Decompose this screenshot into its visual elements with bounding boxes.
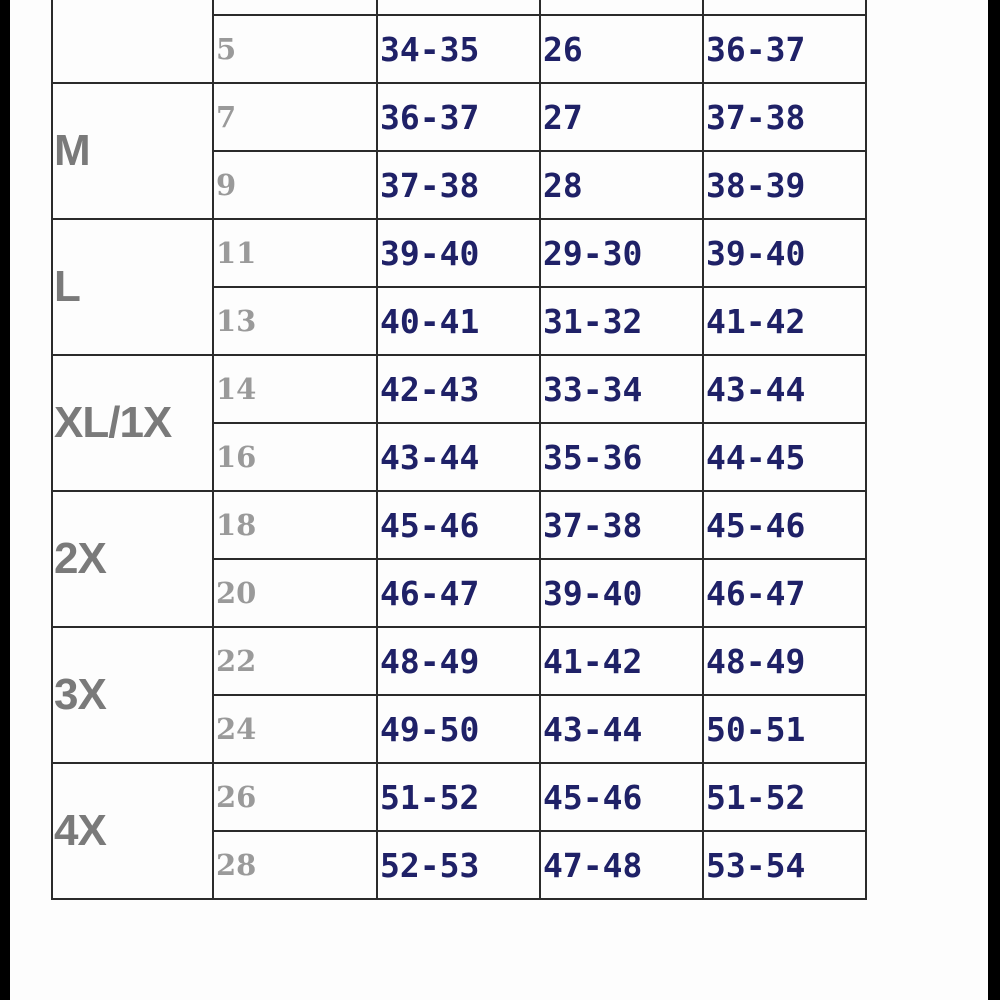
numeric-size-cell: 16 xyxy=(213,423,377,491)
measurement-cell: 39-40 xyxy=(703,219,866,287)
size-chart-table xyxy=(51,0,867,900)
measurement-cell: 46-47 xyxy=(377,559,540,627)
measurement-cell xyxy=(540,0,703,15)
size-label: 2X xyxy=(54,534,106,583)
table-row xyxy=(52,763,866,831)
table-row xyxy=(52,219,866,287)
measurement-cell: 26 xyxy=(540,15,703,83)
numeric-size-cell: 18 xyxy=(213,491,377,559)
numeric-size-cell: 11 xyxy=(213,219,377,287)
measurement-cell: 28 xyxy=(540,151,703,219)
measurement-cell: 45-46 xyxy=(703,491,866,559)
size-label-cell xyxy=(52,491,213,627)
size-label: 3X xyxy=(54,670,106,719)
measurement-cell: 39-40 xyxy=(377,219,540,287)
numeric-size-cell xyxy=(213,0,377,15)
measurement-cell: 51-52 xyxy=(703,763,866,831)
size-label: 4X xyxy=(54,806,106,855)
measurement-cell: 48-49 xyxy=(703,627,866,695)
measurement-cell: 43-44 xyxy=(540,695,703,763)
measurement-cell: 37-38 xyxy=(377,151,540,219)
table-row xyxy=(52,83,866,151)
numeric-size-cell: 28 xyxy=(213,831,377,899)
size-label-cell xyxy=(52,627,213,763)
size-label-cell xyxy=(52,763,213,899)
measurement-cell: 45-46 xyxy=(377,491,540,559)
measurement-cell: 43-44 xyxy=(377,423,540,491)
measurement-cell: 49-50 xyxy=(377,695,540,763)
measurement-cell: 52-53 xyxy=(377,831,540,899)
numeric-size-cell: 20 xyxy=(213,559,377,627)
numeric-size-cell: 7 xyxy=(213,83,377,151)
measurement-cell: 31-32 xyxy=(540,287,703,355)
numeric-size-cell: 22 xyxy=(213,627,377,695)
table-row xyxy=(52,491,866,559)
numeric-size-cell: 9 xyxy=(213,151,377,219)
table-row xyxy=(52,0,866,15)
measurement-cell: 38-39 xyxy=(703,151,866,219)
size-label: M xyxy=(54,126,90,175)
measurement-cell: 35-36 xyxy=(540,423,703,491)
measurement-cell xyxy=(703,0,866,15)
size-label-cell xyxy=(52,0,213,83)
size-label: L xyxy=(54,262,80,311)
measurement-cell: 46-47 xyxy=(703,559,866,627)
measurement-cell: 29-30 xyxy=(540,219,703,287)
numeric-size-cell: 26 xyxy=(213,763,377,831)
table-row xyxy=(52,627,866,695)
table-row xyxy=(52,355,866,423)
measurement-cell: 45-46 xyxy=(540,763,703,831)
numeric-size-cell: 24 xyxy=(213,695,377,763)
left-black-border xyxy=(0,0,10,1000)
measurement-cell: 48-49 xyxy=(377,627,540,695)
measurement-cell: 53-54 xyxy=(703,831,866,899)
measurement-cell: 41-42 xyxy=(703,287,866,355)
measurement-cell: 44-45 xyxy=(703,423,866,491)
measurement-cell: 27 xyxy=(540,83,703,151)
measurement-cell: 41-42 xyxy=(540,627,703,695)
measurement-cell: 36-37 xyxy=(703,15,866,83)
measurement-cell: 43-44 xyxy=(703,355,866,423)
measurement-cell: 47-48 xyxy=(540,831,703,899)
numeric-size-cell: 14 xyxy=(213,355,377,423)
measurement-cell: 51-52 xyxy=(377,763,540,831)
size-label: XL/1X xyxy=(54,398,172,447)
measurement-cell: 39-40 xyxy=(540,559,703,627)
measurement-cell xyxy=(377,0,540,15)
measurement-cell: 34-35 xyxy=(377,15,540,83)
measurement-cell: 37-38 xyxy=(540,491,703,559)
measurement-cell: 40-41 xyxy=(377,287,540,355)
measurement-cell: 36-37 xyxy=(377,83,540,151)
size-label-cell xyxy=(52,219,213,355)
size-label-cell xyxy=(52,83,213,219)
measurement-cell: 42-43 xyxy=(377,355,540,423)
measurement-cell: 37-38 xyxy=(703,83,866,151)
measurement-cell: 50-51 xyxy=(703,695,866,763)
numeric-size-cell: 13 xyxy=(213,287,377,355)
measurement-cell: 33-34 xyxy=(540,355,703,423)
size-label-cell xyxy=(52,355,213,491)
numeric-size-cell: 5 xyxy=(213,15,377,83)
right-black-border xyxy=(988,0,1000,1000)
